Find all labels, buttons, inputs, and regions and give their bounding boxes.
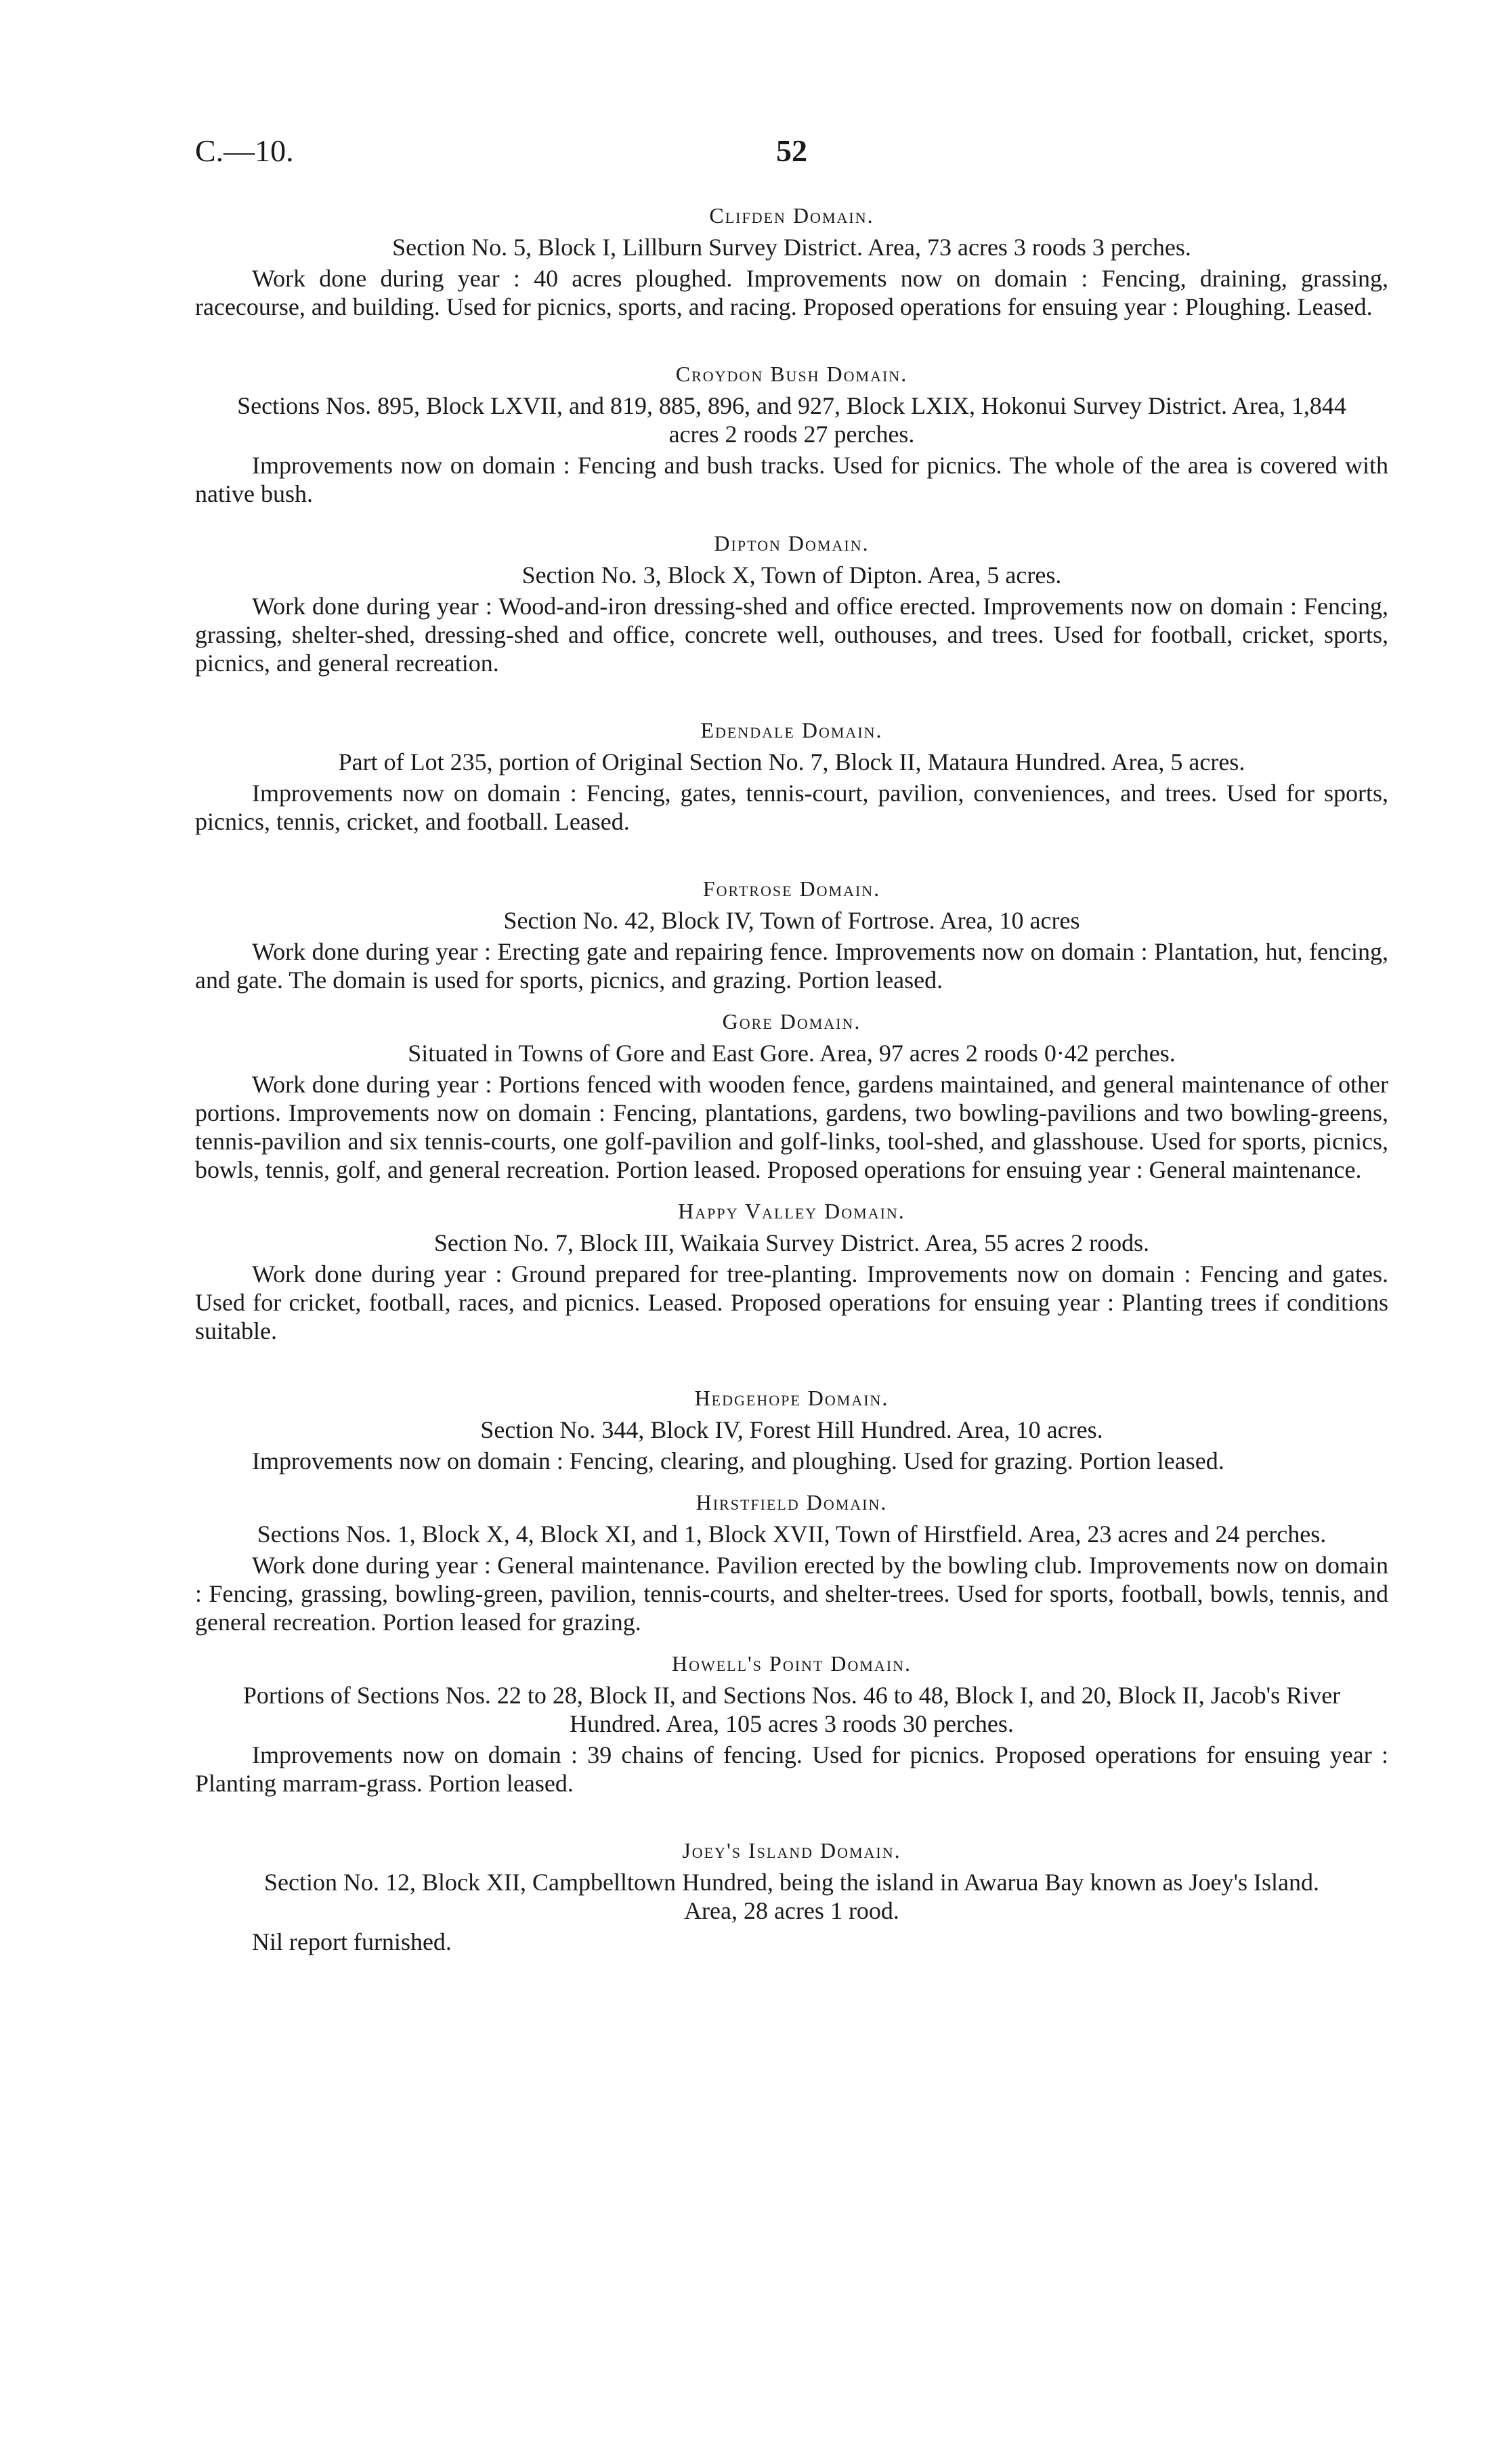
domain-report: Work done during year : 40 acres ploughed. Improvements now on domain : Fencing, draining, grassing, racecourse, and building. Used for picnics, sports, and racing. Proposed operations for ensuing year : Ploughing. Leased. xyxy=(195,265,1388,320)
domain-report: Work done during year : General maintenance. Pavilion erected by the bowling club. Improvements now on domain : Fencing, grassing, bowling-green, pavilion, tennis-courts, and shelter-trees. Used for sports, football, bowls, tennis, and general recreation. Portion leased for grazing. xyxy=(195,1552,1388,1636)
domain-description: Sections Nos. 1, Block X, 4, Block XI, and 1, Block XVII, Town of Hirstfield. Area, 23 acres and 24 perches. xyxy=(257,1521,1327,1548)
domain-title: Happy Valley Domain. xyxy=(678,1199,905,1223)
domain-section-hirstfield xyxy=(195,1487,1388,1636)
domain-title: Edendale Domain. xyxy=(700,718,883,742)
domain-title: Howell's Point Domain. xyxy=(671,1651,912,1676)
domain-section-clifden xyxy=(195,200,1388,321)
domain-description: Section No. 12, Block XII, Campbelltown Hundred, being the island in Awarua Bay known as Joey's Island. Area, 28 acres 1 rood. xyxy=(264,1869,1319,1924)
page-content xyxy=(195,200,1388,1956)
domain-title: Hedgehope Domain. xyxy=(694,1386,889,1410)
domain-description: Part of Lot 235, portion of Original Section No. 7, Block II, Mataura Hundred. Area, 5 acres. xyxy=(338,748,1245,776)
domain-title: Fortrose Domain. xyxy=(702,876,881,901)
domain-report: Work done during year : Portions fenced with wooden fence, gardens maintained, and general maintenance of other portions. Improvements now on domain : Fencing, plantations, gardens, two bowling-pavilions and two bowling-greens, tennis-pavilion and six tennis-courts, one golf-pavilion and golf-links, tool-shed, and glasshouse. Used for sports, picnics, bowls, tennis, golf, and general recreation. Portion leased. Proposed operations for ensuing year : General maintenance. xyxy=(195,1071,1388,1183)
domain-title: Clifden Domain. xyxy=(709,203,874,228)
domain-description: Section No. 344, Block IV, Forest Hill Hundred. Area, 10 acres. xyxy=(480,1416,1103,1443)
domain-section-gore xyxy=(195,1006,1388,1184)
domain-section-joeys-island xyxy=(195,1835,1388,1956)
domain-report: Nil report furnished. xyxy=(252,1928,452,1955)
domain-section-edendale xyxy=(195,715,1388,836)
domain-description: Portions of Sections Nos. 22 to 28, Block II, and Sections Nos. 46 to 48, Block I, and 20, Block II, Jacob's River Hundred. Area, 105 acres 3 roods 30 perches. xyxy=(242,1682,1341,1737)
domain-description: Situated in Towns of Gore and East Gore. Area, 97 acres 2 roods 0·42 perches. xyxy=(408,1040,1176,1067)
document-page xyxy=(195,0,1388,2464)
domain-report: Improvements now on domain : Fencing, clearing, and ploughing. Used for grazing. Portion leased. xyxy=(252,1447,1224,1474)
domain-report: Work done during year : Erecting gate and repairing fence. Improvements now on domain : Plantation, hut, fencing, and gate. The domain is used for sports, picnics, and grazing. Portion leased. xyxy=(195,938,1388,994)
domain-section-dipton xyxy=(195,528,1388,677)
page-header xyxy=(195,133,1388,173)
domain-description: Section No. 7, Block III, Waikaia Survey District. Area, 55 acres 2 roods. xyxy=(433,1229,1150,1256)
domain-section-happy-valley xyxy=(195,1196,1388,1345)
domain-description: Sections Nos. 895, Block LXVII, and 819, 885, 896, and 927, Block LXIX, Hokonui Survey District. Area, 1,844 acres 2 roods 27 perches. xyxy=(237,392,1346,448)
domain-title: Croydon Bush Domain. xyxy=(675,362,908,386)
document-reference: C.—10. xyxy=(195,133,294,168)
domain-report: Improvements now on domain : Fencing, gates, tennis-court, pavilion, conveniences, and trees. Used for sports, picnics, tennis, cricket, and football. Leased. xyxy=(195,780,1388,835)
domain-description: Section No. 3, Block X, Town of Dipton. Area, 5 acres. xyxy=(521,561,1062,589)
domain-report: Improvements now on domain : 39 chains of fencing. Used for picnics. Proposed operations for ensuing year : Planting marram-grass. Portion leased. xyxy=(195,1741,1388,1797)
domain-report: Work done during year : Wood-and-iron dressing-shed and office erected. Improvements now on domain : Fencing, grassing, shelter-shed, dressing-shed and office, concrete well, outhouses, and trees. Used for football, cricket, sports, picnics, and general recreation. xyxy=(195,593,1388,677)
domain-report: Work done during year : Ground prepared for tree-planting. Improvements now on domain : Fencing and gates. Used for cricket, football, races, and picnics. Leased. Proposed operations for ensuing year : Planting trees if conditions suitable. xyxy=(195,1260,1388,1344)
page-number: 52 xyxy=(776,133,807,168)
domain-description: Section No. 42, Block IV, Town of Fortrose. Area, 10 acres xyxy=(503,907,1080,934)
domain-title: Gore Domain. xyxy=(722,1009,861,1034)
domain-section-howells-point xyxy=(195,1649,1388,1798)
domain-title: Hirstfield Domain. xyxy=(696,1490,888,1514)
domain-title: Joey's Island Domain. xyxy=(682,1838,901,1863)
domain-description: Section No. 5, Block I, Lillburn Survey District. Area, 73 acres 3 roods 3 perches. xyxy=(392,234,1191,261)
domain-section-fortrose xyxy=(195,874,1388,994)
domain-section-croydon-bush xyxy=(195,359,1388,508)
domain-report: Improvements now on domain : Fencing and bush tracks. Used for picnics. The whole of the area is covered with native bush. xyxy=(195,452,1388,507)
domain-title: Dipton Domain. xyxy=(714,531,870,555)
domain-section-hedgehope xyxy=(195,1383,1388,1475)
